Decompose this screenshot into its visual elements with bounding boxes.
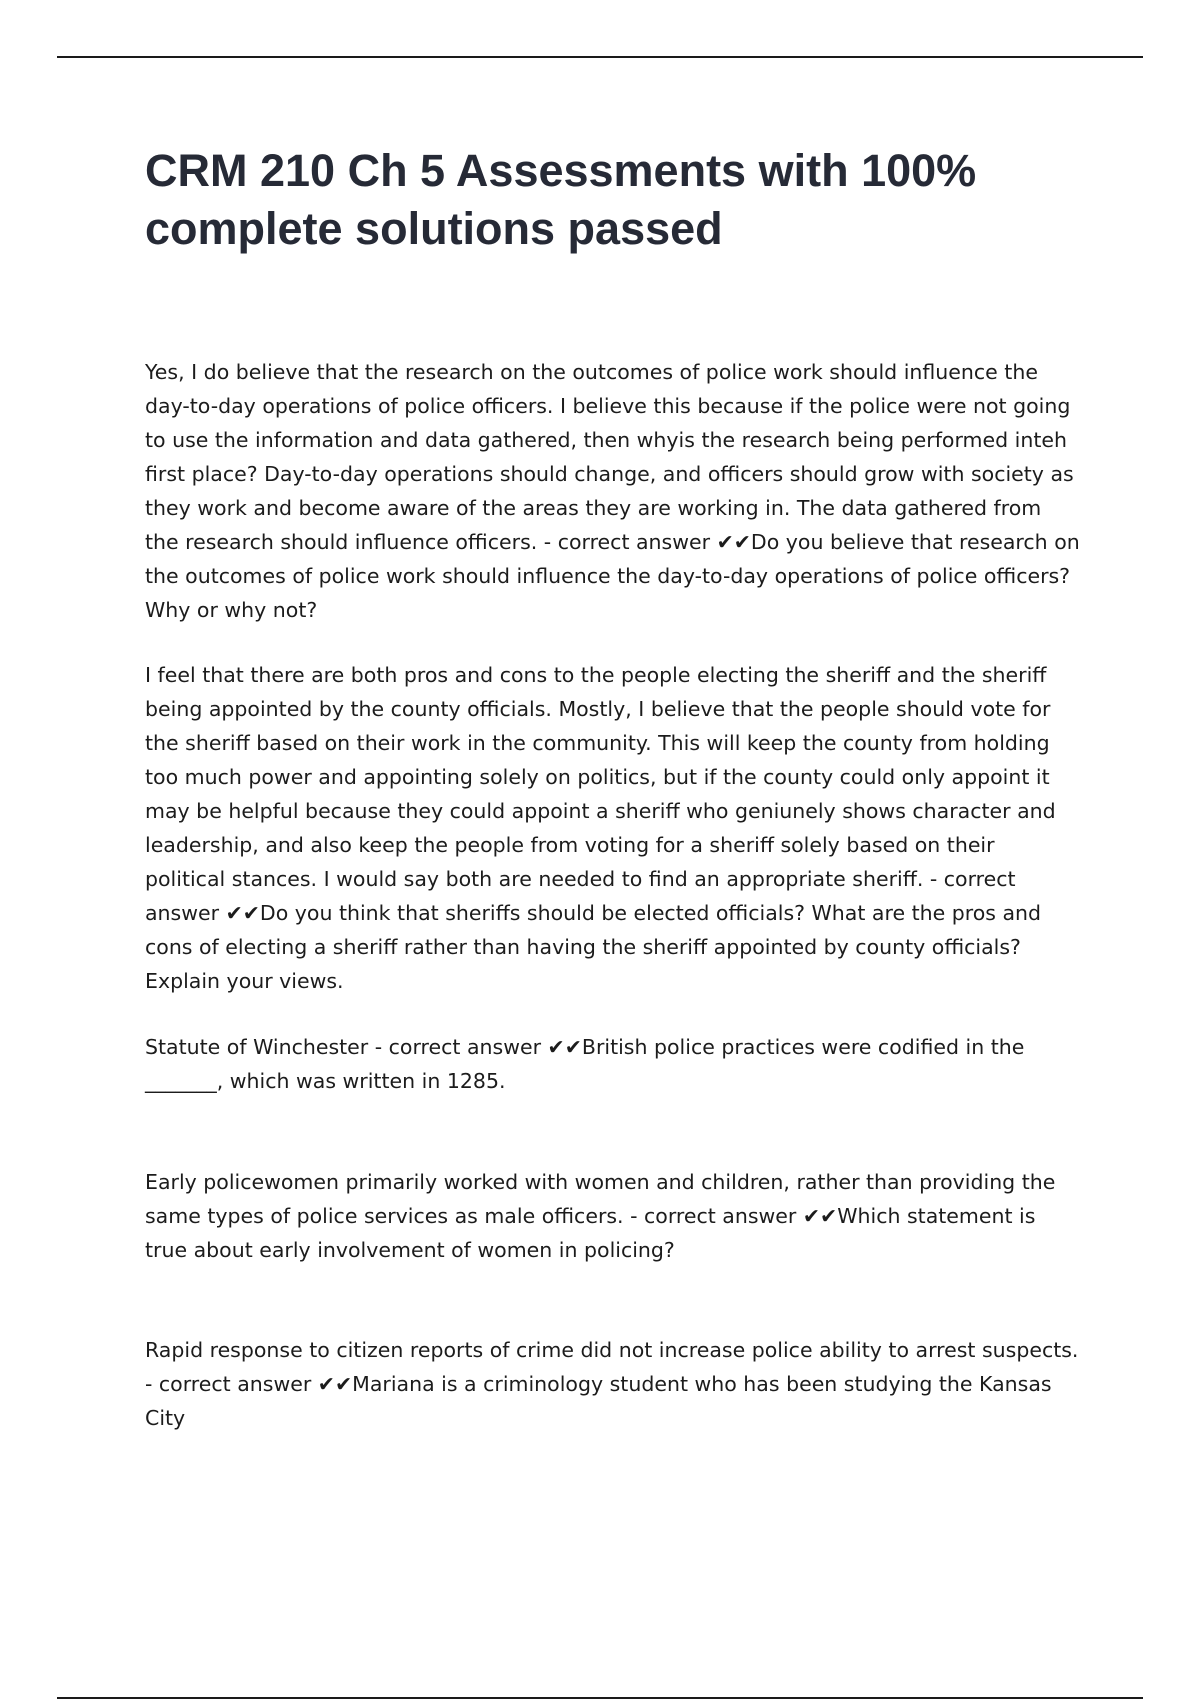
- answer-text: Statute of Winchester: [145, 1035, 369, 1059]
- answer-separator: - correct answer: [537, 530, 717, 554]
- answer-separator: - correct answer: [145, 867, 1016, 925]
- answer-text: Yes, I do believe that the research on the outcomes of police work should influence the day-to-day operations of police officers. I believe this because if the police were not going to use the information and data gathered, then whyis the research being performed inteh first place? Day-to-day operations should change, and officers should grow with society as they work and become aware of the areas they are working in. The data gathered from the research should influence officers.: [145, 360, 1074, 554]
- question-text: Do you think that sheriffs should be elected officials? What are the pros and cons of electing a sheriff rather than having the sheriff appointed by county officials? Explain your views.: [145, 901, 1042, 993]
- qa-entry-4: [145, 1165, 1080, 1267]
- check-marks-icon: ✔✔: [225, 901, 260, 925]
- question-text: Which statement is true about early involvement of women in policing?: [145, 1204, 1036, 1262]
- question-text: Mariana is a criminology student who has been studying the Kansas City: [145, 1372, 1052, 1430]
- answer-text: Early policewomen primarily worked with women and children, rather than providing the same types of police services as male officers.: [145, 1170, 1056, 1228]
- check-marks-icon: ✔✔: [547, 1035, 582, 1059]
- check-marks-icon: ✔✔: [802, 1204, 838, 1228]
- question-text: British police practices were codified in the _______, which was written in 1285.: [145, 1035, 1025, 1093]
- check-marks-icon: ✔✔: [317, 1372, 353, 1396]
- answer-text: Rapid response to citizen reports of crime did not increase police ability to arrest suspects.: [145, 1338, 1079, 1362]
- qa-entry-3: [145, 1030, 1080, 1098]
- qa-entry-1: [145, 355, 1080, 627]
- check-marks-icon: ✔✔: [716, 530, 751, 554]
- document-title: CRM 210 Ch 5 Assessments with 100% complete solutions passed: [145, 145, 977, 254]
- bottom-rule: [57, 1697, 1143, 1699]
- qa-entry-2: [145, 658, 1080, 998]
- question-text: Do you believe that research on the outcomes of police work should influence the day-to-day operations of police officers? Why or why not?: [145, 530, 1080, 622]
- answer-separator: - correct answer: [368, 1035, 548, 1059]
- answer-text: I feel that there are both pros and cons to the people electing the sheriff and the sheriff being appointed by the county officials. Mostly, I believe that the people should vote for the sheriff based on their work in the community. This will keep the county from holding too much power and appointing solely on politics, but if the county could only appoint it may be helpful because they could appoint a sheriff who geniunely shows character and leadership, and also keep the people from voting for a sheriff solely based on their political stances. I would say both are needed to find an appropriate sheriff.: [145, 663, 1056, 891]
- answer-separator: - correct answer: [623, 1204, 803, 1228]
- qa-entry-5: [145, 1333, 1080, 1435]
- answer-separator: - correct answer: [145, 1372, 318, 1396]
- top-rule: [57, 56, 1143, 58]
